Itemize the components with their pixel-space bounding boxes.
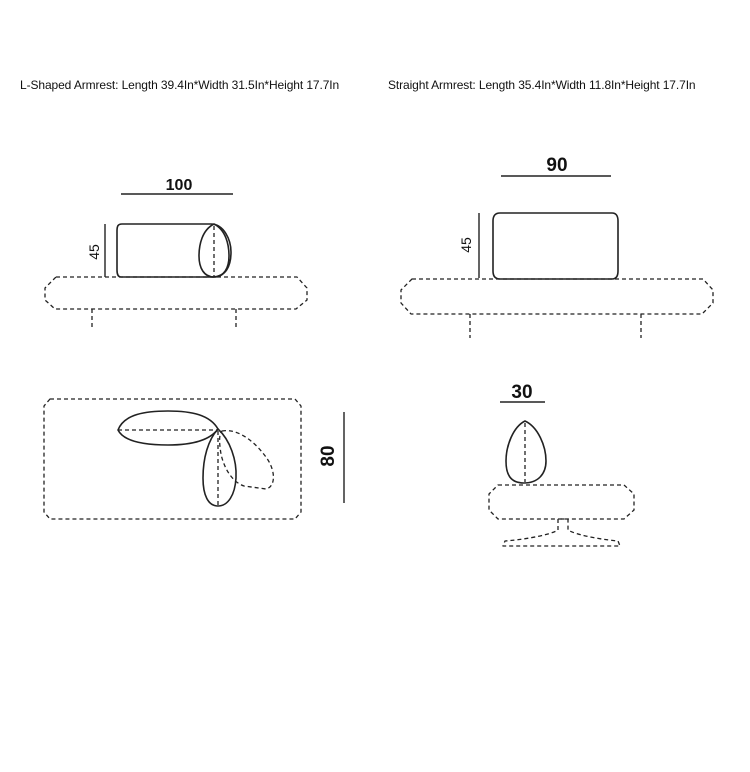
sofa-base (401, 279, 713, 314)
length-dimension-label: 100 (165, 177, 193, 194)
width-dimension-label: 80 (318, 445, 339, 467)
width-dimension-label: 30 (511, 382, 533, 403)
vertical-cushion (203, 429, 236, 506)
l-shaped-armrest-caption: L-Shaped Armrest: Length 39.4In*Width 31.5In*Height 17.7In (20, 78, 340, 92)
height-dimension-label: 45 (86, 244, 102, 260)
seat-side-outline (489, 485, 634, 519)
straight-side-view (489, 382, 634, 546)
height-dimension-label: 45 (458, 237, 474, 253)
l-shaped-top-view (44, 399, 344, 519)
rotated-cushion-outline (220, 431, 274, 489)
sofa-base (45, 277, 307, 309)
straight-front-view (401, 155, 713, 338)
horizontal-cushion (118, 411, 218, 445)
length-dimension-label: 90 (546, 155, 568, 176)
side-cushion (506, 421, 546, 483)
pedestal-base (503, 519, 620, 546)
back-cushion (493, 213, 618, 279)
sofa-seat-outline (44, 399, 301, 519)
straight-armrest-caption: Straight Armrest: Length 35.4In*Width 11.8In*Height 17.7In (388, 78, 696, 92)
l-shaped-front-view (45, 177, 307, 328)
